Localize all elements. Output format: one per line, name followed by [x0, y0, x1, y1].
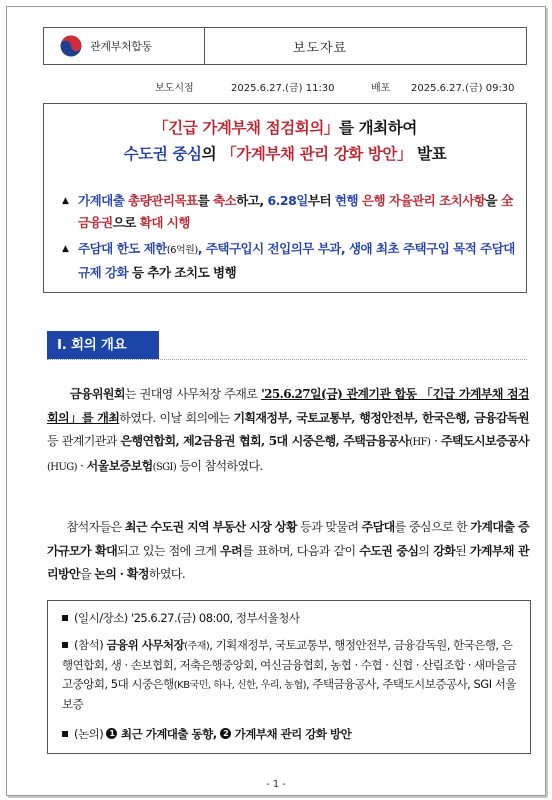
header-box [43, 27, 527, 65]
text-run: 주담대 한도 제한 [78, 241, 167, 256]
text-run: · [76, 458, 87, 473]
section-divider [47, 359, 527, 360]
page-number: - 1 - [266, 779, 286, 790]
text-run: 확대 시행 [139, 215, 190, 230]
text-run: '25.6.27일(금) 관계기관 합동 「긴급 가계부채 점검회의」를 개최 [47, 387, 529, 425]
text-run: 강화 [433, 543, 456, 558]
headline-meeting-name: 「긴급 가계부채 점검회의」 [153, 119, 340, 137]
text-run: 주담대 [361, 520, 395, 534]
text-run: 금융위 사무처장 [106, 638, 185, 652]
text-run: 가계부채 관리 강화 방안 [231, 727, 352, 741]
text-run: (논의) [74, 727, 107, 741]
header-org-cell [44, 28, 205, 64]
text-run: (KB국민, 하나, 신한, 우리, 농협) [173, 680, 307, 691]
square-bullet-icon [62, 731, 68, 737]
paragraph-text [47, 520, 529, 581]
summary-bullet-text [78, 193, 513, 230]
triangle-bullet-icon: ▲ [62, 196, 69, 206]
headline-line-1 [44, 116, 526, 138]
square-bullet-icon [62, 615, 68, 621]
text-run: 수도권 중심 [359, 543, 419, 558]
text-run: 등 관계기관과 [47, 434, 121, 448]
headline-plan-name: 「가계부채 관리 강화 방안」 [221, 145, 413, 163]
circled-number-icon: 1 [106, 728, 117, 739]
circled-number-icon: 2 [220, 728, 231, 739]
text-run: 가계부채 관리방안 [47, 543, 529, 581]
summary-bullet-text [78, 241, 515, 280]
text-run: (일시/장소) '25.6.27.(금) 08:00, 정부서울청사 [74, 611, 300, 625]
summary-bullet [62, 238, 516, 284]
press-release-label: 보도자료 [292, 41, 348, 56]
body-paragraph-1 [47, 383, 529, 479]
text-run: 최근 수도권 지역 부동산 시장 상황 [124, 520, 297, 534]
text-run: 을 [485, 193, 501, 208]
text-run: 가계대출 증가규모가 확대 [47, 520, 529, 558]
text-run: 를 표하며, 다음과 같이 [242, 543, 360, 558]
text-run: 6.28일 [267, 193, 308, 208]
detail-text [74, 611, 300, 625]
text-run: 최근 가계대출 동향, [117, 727, 221, 741]
section-heading: Ⅰ. 회의 개요 [47, 331, 159, 359]
text-run: 하였다. 이날 회의에는 [119, 410, 234, 425]
text-run: 된 [455, 543, 470, 558]
text-run: 을 [79, 567, 95, 581]
taegeuk-emblem-icon [60, 35, 82, 57]
detail-label: (참석) [74, 638, 107, 652]
detail-agenda [62, 725, 518, 744]
distribute-time-value: 2025.6.27.(금) 09:30 [411, 83, 515, 94]
text-run: (6억원) [166, 245, 198, 256]
text-run: 기획재정부, 국토교통부, 행정안전부, 한국은행, 금융감독원 [233, 410, 529, 425]
text-run: 되고 있는 점에 크게 [117, 543, 221, 558]
text-run: , 주택구입시 전입의무 부과, 생애 최초 주택구입 목적 주담대 규제 강화 [78, 241, 515, 280]
text-run: 는 권대영 사무처장 주재로 [124, 387, 262, 401]
text-run: 등이 참석하였다. [176, 458, 263, 473]
text-run: 하고, [236, 193, 268, 208]
detail-datetime [62, 609, 518, 628]
text-run: 하였다. [148, 567, 186, 581]
text-run: 총량관리목표 [128, 193, 198, 208]
text-run: 으로 [112, 215, 140, 230]
text-run: · [430, 434, 442, 448]
release-time-value: 2025.6.27.(금) 11:30 [231, 83, 335, 94]
text-run: 가계대출 [78, 193, 129, 208]
text-run: 부터 [307, 193, 335, 208]
paragraph-text [47, 387, 529, 473]
text-run: 주택도시보증공사 [441, 434, 529, 448]
detail-attendees [62, 636, 518, 714]
summary-box [43, 103, 527, 293]
text-run: 금융위원회 [69, 387, 125, 401]
text-run: , 주택금융공사, 주택도시보증공사, SGI 서울보증 [62, 677, 516, 711]
square-bullet-icon [62, 642, 68, 648]
detail-text [74, 727, 351, 741]
text-run: 의 [418, 543, 434, 558]
text-run: (SGI) [152, 461, 177, 473]
summary-bullet [62, 190, 516, 234]
text-run: 현행 [334, 193, 362, 208]
text-run: 全 금융권 [78, 193, 513, 230]
text-run: 등 추가 조치도 병행 [128, 265, 237, 280]
text-run: (HF) [409, 437, 431, 448]
text-run: 서울보증보험 [86, 458, 153, 473]
triangle-bullet-icon: ▲ [62, 244, 69, 254]
summary-bullets [62, 190, 516, 288]
text-run: 축소 [213, 193, 237, 208]
release-time-label: 보도시점 [155, 83, 194, 94]
meeting-details-box [47, 600, 531, 754]
headline-text: 의 [201, 145, 222, 163]
document-page [6, 6, 546, 796]
text-run: , 기획재정부, 국토교통부, 행정안전부, 금융감독원, 한국은행, 은행연합회, 생 · 손보협회, 저축은행중앙회, 여신금융협회, 농협 · 수협 · 신협 · 산림조합 · 새마을금고중앙회, 5대 시중은행 [62, 638, 517, 691]
headline-line-2 [44, 142, 526, 164]
org-name: 관계부처합동 [90, 40, 152, 53]
text-run: (주재) [184, 641, 210, 652]
text-run: 은행 자율관리 조치사항 [361, 193, 486, 208]
text-run: 등과 맞물려 [296, 520, 362, 534]
body-paragraph-2 [47, 516, 529, 587]
text-run: 를 [197, 193, 214, 208]
text-run: 은행연합회, 제2금융권 협회, 5대 시중은행, 주택금융공사 [120, 434, 410, 448]
headline-text: 발표 [412, 145, 447, 163]
text-run: 참석자들은 [66, 520, 125, 534]
text-run: (HUG) [47, 461, 77, 473]
distribute-time-label: 배포 [371, 83, 391, 94]
headline-text: 를 개최하여 [339, 119, 417, 137]
headline-capital-area: 수도권 중심 [123, 145, 202, 163]
detail-text [62, 638, 517, 711]
text-run: 를 중심으로 한 [394, 520, 471, 534]
text-run: 논의 · 확정 [94, 567, 149, 581]
text-run: 우려 [220, 543, 243, 558]
